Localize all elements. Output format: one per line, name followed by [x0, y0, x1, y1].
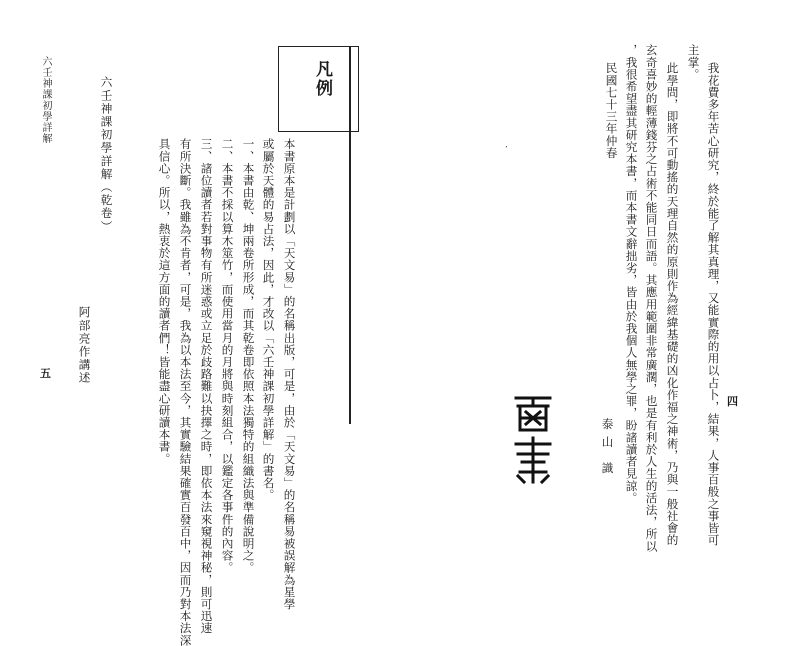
- preface-line-3: 此學問，即將不可動搖的天理自然的原則作為經緯基礎的凶化作福之神術，乃與一般社會的: [665, 62, 680, 546]
- seal-stamp: [510, 392, 556, 484]
- author-credit: 阿部亮作講述: [77, 306, 92, 385]
- preface-line-5: ，我很希望盡其研究本書，而本書文辭拙劣，皆由於我個人無學之罪，盼諸讀者見諒。: [624, 44, 639, 504]
- page-number-left: 五: [40, 367, 51, 380]
- rule-item-2: 二、本書不採以算木筮竹，而使用當月的月將與時刻組合，以鑑定各事件的內容。: [220, 138, 235, 574]
- intro-line-2: 或屬於天體的易占法，因此，才改以「六壬神課初學詳解」的書名。: [261, 138, 276, 501]
- preface-line-2: 主掌。: [686, 44, 701, 81]
- rule-item-3-cont: 有所決斷。我雖為不肯者，可是，我為以本法至今，其實驗結果確實百發百中，因而乃對本法深: [178, 138, 193, 646]
- signature-name: 泰山: [600, 418, 615, 454]
- heading-rule: [349, 46, 351, 424]
- margin-mark: ‧: [505, 143, 508, 153]
- page-heading: 凡例: [312, 60, 332, 98]
- rule-item-1: 一、本書由乾、坤兩卷所形成，而其乾卷即依照本法獨特的組織法與準備說明之。: [241, 138, 256, 574]
- page-number-right: 四: [727, 395, 738, 408]
- running-title: 六壬神課初學詳解: [40, 56, 51, 144]
- preface-line-1: 我花費多年苦心研究，終於能了解其真理，又能實際的用以占卜，結果，人事百般之事皆可: [706, 62, 721, 546]
- signature-suffix: 識: [600, 462, 615, 475]
- intro-line-1: 本書原本是計劃以「天文易」的名稱出版，可是，由於「天文易」的名稱易被誤解為星學: [282, 138, 297, 610]
- book-title: 六壬神課初學詳解（乾卷）: [99, 76, 114, 234]
- rule-item-3: 三、諸位讀者若對事物有所迷惑或立足於歧路難以抉擇之時，即依本法來窺視神秘，則可迅速: [199, 138, 214, 635]
- preface-date: 民國七十三年仲春: [604, 62, 619, 159]
- rule-item-3-end: 具信心。所以，熱衷於這方面的讀者們！皆能盡心研讀本書。: [157, 138, 172, 465]
- preface-line-4: 玄奇喜妙的輕薄錢芬之占術不能同日而語。其應用範圍非常廣濶，也是有利於人生的活法，所以: [644, 44, 659, 553]
